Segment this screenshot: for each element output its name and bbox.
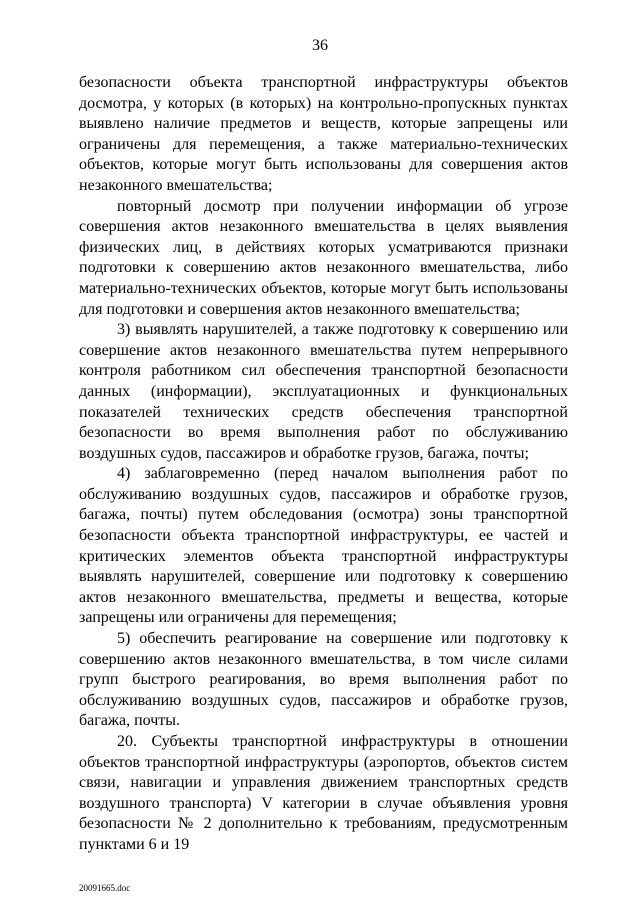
paragraph-item-5: 5) обеспечить реагирование на совершение или подготовку к совершению актов незаконного вмешательства, в том числе силами групп быстрого реагирования, во время выполнения работ по обслуживанию воздушных судов, пассажиров и обработке грузов, багажа, почты. xyxy=(79,630,568,730)
paragraph-repeat-inspection: повторный досмотр при получении информации об угрозе совершения актов незаконного вмешательства в целях выявления физических лиц, в действиях которых усматриваются признаки подготовки к совершению актов незаконного вмешательства, либо материально-технических объектов, которые могут быть использованы для подготовки и совершения актов незаконного вмешательства; xyxy=(79,197,568,318)
paragraph-item-4: 4) заблаговременно (перед началом выполнения работ по обслуживанию воздушных судов, пассажиров и обработке грузов, багажа, почты) путем обследования (осмотра) зоны транспортной безопасности объекта транспортной инфраструктуры, ее частей и критических элементов объекта транспортной инфраструктуры выявлять нарушителей, совершение или подготовку к совершению актов незаконного вмешательства, предметы и вещества, которые запрещены или ограничены для перемещения; xyxy=(79,465,568,627)
paragraph-item-3: 3) выявлять нарушителей, а также подготовку к совершению или совершение актов незаконного вмешательства путем непрерывного контроля работником сил обеспечения транспортной безопасности данных (информации), эксплуатационных и функциональных показателей технических средств обеспечения транспортной безопасности во время выполнения работ по обслуживанию воздушных судов, пассажиров и обработке грузов, багажа, почты; xyxy=(79,321,568,462)
document-body xyxy=(79,73,568,856)
paragraph-clause-20: 20. Субъекты транспортной инфраструктуры в отношении объектов транспортной инфраструктуры (аэропортов, объектов систем связи, навигации и управления движением транспортных средств воздушного транспорта) V категории в случае объявления уровня безопасности № 2 дополнительно к требованиям, предусмотренным пунктами 6 и 19 xyxy=(79,733,568,853)
paragraph-continuation: безопасности объекта транспортной инфраструктуры объектов досмотра, у которых (в которых) на контрольно-пропускных пунктах выявлено наличие предметов и веществ, которые запрещены или ограничены для перемещения, а также материально-технических объектов, которые могут быть использованы для совершения актов незаконного вмешательства; xyxy=(79,74,568,194)
page-number: 36 xyxy=(312,37,328,54)
footer-filename: 20091665.doc xyxy=(79,883,131,893)
